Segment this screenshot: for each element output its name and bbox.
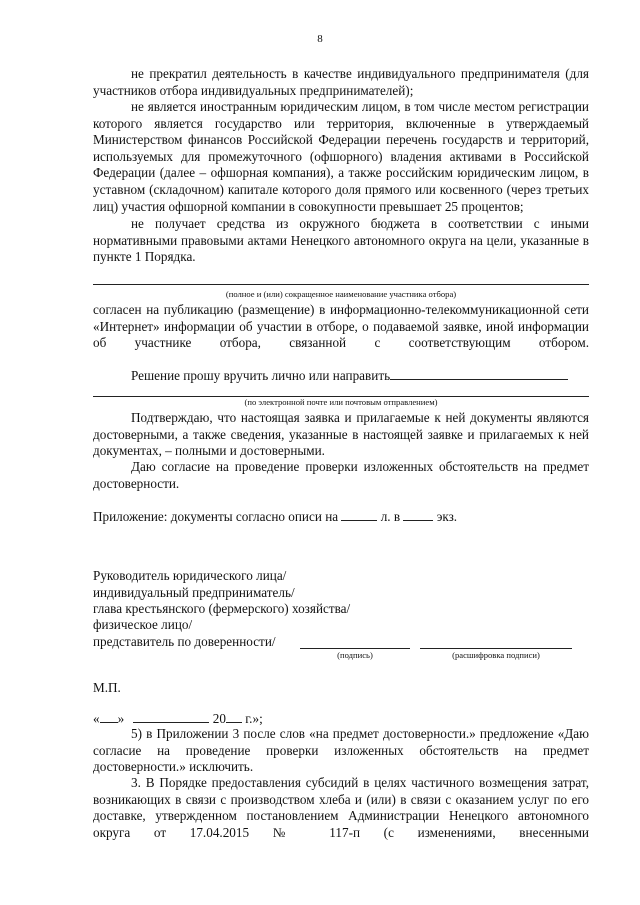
signatory-line: индивидуальный предприниматель/: [93, 585, 295, 600]
verification-consent-text: Даю согласие на проведение проверки изложенных обстоятельств на предмет достоверности.: [93, 459, 589, 491]
date-day-field[interactable]: [100, 709, 118, 723]
delivery-caption: (по электронной почте или почтовым отправлением): [244, 397, 438, 407]
attachment-row: [93, 507, 589, 526]
date-year-field[interactable]: [226, 709, 242, 723]
signatory-line: представитель по доверенности/: [93, 634, 276, 649]
decision-text: Решение прошу вручить лично или направить: [131, 368, 391, 383]
signature-decode-line[interactable]: [420, 648, 572, 649]
signatory-line: Руководитель юридического лица/: [93, 568, 287, 583]
date-year-suffix: г.»;: [245, 711, 263, 726]
delivery-method-field[interactable]: [390, 366, 568, 380]
attachment-prefix: Приложение: документы согласно описи на: [93, 509, 339, 524]
date-month-field[interactable]: [133, 709, 209, 723]
participant-caption: (полное и (или) сокращенное наименование участника отбора): [225, 289, 457, 299]
sheets-count-field[interactable]: [341, 507, 377, 521]
list-item: не является иностранным юридическим лицом, в том числе местом регистрации которого является государство или территория, включенные в утверждаемый Министерством финансов Российской Федерации перечень государств и территорий, используемых для промежуточного (офшорного) владения активами в Российской Федерации (далее – офшорная компания), а также российским юридическим лицом, в уставном (складочном) капитале которого доля прямого или косвенного (через третьих лиц) участия офшорной компании в совокупности превышает 25 процентов;: [93, 99, 589, 214]
signature-caption: (подпись): [337, 650, 373, 660]
copies-count-field[interactable]: [403, 507, 433, 521]
signatory-line: физическое лицо/: [93, 617, 193, 632]
decode-caption: (расшифровка подписи): [452, 650, 540, 660]
stamp-label: М.П.: [93, 680, 121, 695]
decision-row: [131, 366, 591, 385]
amendment-3-text: 3. В Порядке предоставления субсидий в целях частичного возмещения затрат, возникающих в связи с производством хлеба и (или) в связи с оказанием услуг по его доставке, утвержденном постановлением Администрации Ненецкого автономного округа от 17.04.2015 № 117-п (с изменениями, внесенными: [93, 775, 589, 840]
attachment-suffix: экз.: [436, 509, 458, 524]
date-row: [93, 709, 589, 728]
date-year-prefix: 20: [212, 711, 226, 726]
consent-publication-text: согласен на публикацию (размещение) в информационно-телекоммуникационной сети «Интернет» информации об участии в отборе, о подаваемой заявке, иной информации об участнике отбора, связанной с соответствующим отбором.: [93, 302, 589, 351]
list-item: не получает средства из окружного бюджета в соответствии с иными нормативными правовыми актами Ненецкого автономного округа на цели, указанные в пункте 1 Порядка.: [93, 216, 589, 265]
confirmation-text: Подтверждаю, что настоящая заявка и прилагаемые к ней документы являются достоверными, а также сведения, указанные в настоящей заявке и прилагаемых к ней документах, – полными и достоверными.: [93, 410, 589, 459]
date-open-quote: «: [93, 711, 100, 726]
list-item: не прекратил деятельность в качестве индивидуального предпринимателя (для участников отбора индивидуальных предпринимателей);: [93, 66, 589, 98]
signatory-line: глава крестьянского (фермерского) хозяйства/: [93, 601, 351, 616]
signature-line[interactable]: [300, 648, 410, 649]
participant-name-line[interactable]: [93, 284, 589, 285]
amendment-5-text: 5) в Приложении 3 после слов «на предмет достоверности.» предложение «Даю согласие на проведение проверки изложенных обстоятельств на предмет достоверности.» исключить.: [93, 726, 589, 775]
date-close-quote: »: [117, 711, 125, 726]
attachment-middle: л. в: [380, 509, 401, 524]
page-number: 8: [317, 33, 323, 45]
